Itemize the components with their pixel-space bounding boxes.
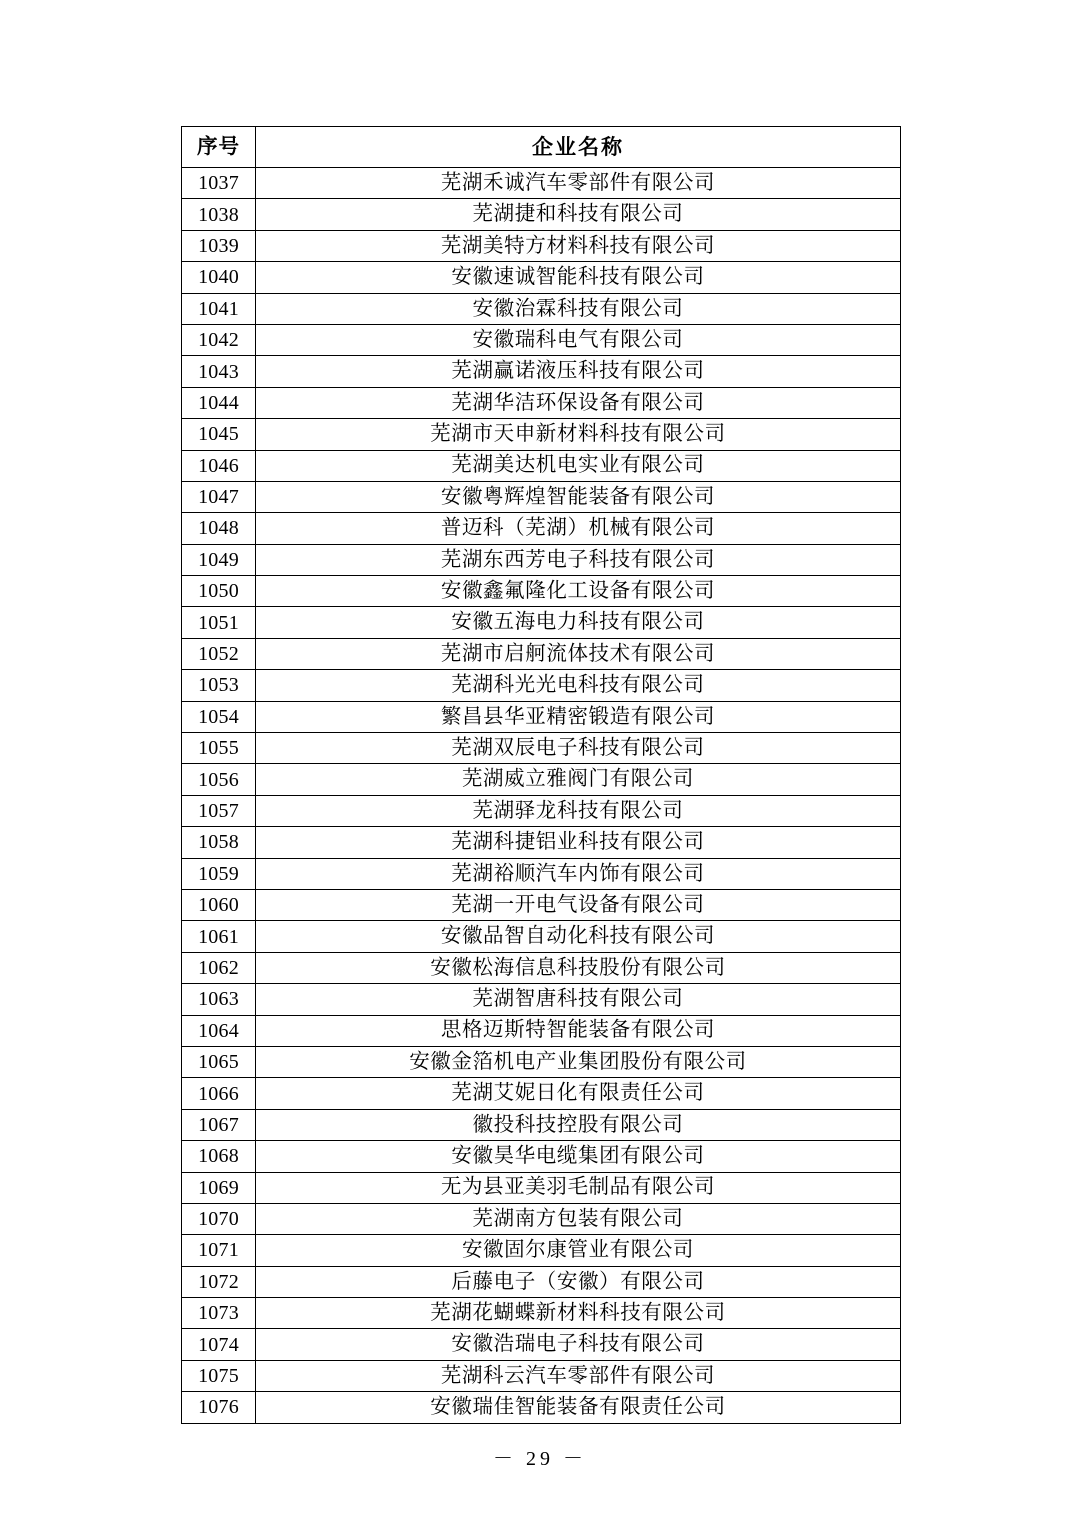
- table-row: [182, 481, 901, 512]
- cell-company-name: 安徽瑞科电气有限公司: [256, 324, 901, 355]
- table-row: [182, 1203, 901, 1234]
- cell-index: 1076: [182, 1392, 256, 1423]
- cell-index: 1066: [182, 1078, 256, 1109]
- cell-company-name: 安徽松海信息科技股份有限公司: [256, 952, 901, 983]
- cell-index: 1050: [182, 576, 256, 607]
- cell-company-name: 芜湖科光光电科技有限公司: [256, 670, 901, 701]
- table-row: [182, 670, 901, 701]
- cell-company-name: 芜湖市天申新材料科技有限公司: [256, 419, 901, 450]
- cell-index: 1062: [182, 952, 256, 983]
- table-row: [182, 387, 901, 418]
- cell-company-name: 安徽金箔机电产业集团股份有限公司: [256, 1046, 901, 1077]
- cell-company-name: 安徽五海电力科技有限公司: [256, 607, 901, 638]
- cell-index: 1068: [182, 1141, 256, 1172]
- cell-company-name: 安徽瑞佳智能装备有限责任公司: [256, 1392, 901, 1423]
- cell-company-name: 芜湖驿龙科技有限公司: [256, 795, 901, 826]
- cell-company-name: 安徽浩瑞电子科技有限公司: [256, 1329, 901, 1360]
- table-row: [182, 889, 901, 920]
- table-row: [182, 984, 901, 1015]
- cell-index: 1063: [182, 984, 256, 1015]
- table-row: [182, 1298, 901, 1329]
- cell-company-name: 芜湖双辰电子科技有限公司: [256, 733, 901, 764]
- cell-company-name: 安徽治霖科技有限公司: [256, 293, 901, 324]
- table-header-row: [182, 127, 901, 168]
- table-row: [182, 827, 901, 858]
- table-row: [182, 1392, 901, 1423]
- cell-company-name: 安徽粤辉煌智能装备有限公司: [256, 481, 901, 512]
- table-row: [182, 921, 901, 952]
- cell-company-name: 芜湖一开电气设备有限公司: [256, 889, 901, 920]
- cell-company-name: 芜湖威立雅阀门有限公司: [256, 764, 901, 795]
- table-row: [182, 701, 901, 732]
- cell-company-name: 芜湖科捷铝业科技有限公司: [256, 827, 901, 858]
- table-row: [182, 952, 901, 983]
- table-row: [182, 1329, 901, 1360]
- cell-company-name: 芜湖裕顺汽车内饰有限公司: [256, 858, 901, 889]
- table-row: [182, 764, 901, 795]
- cell-index: 1067: [182, 1109, 256, 1140]
- cell-index: 1045: [182, 419, 256, 450]
- cell-index: 1060: [182, 889, 256, 920]
- cell-company-name: 芜湖花蝴蝶新材料科技有限公司: [256, 1298, 901, 1329]
- table-row: [182, 1141, 901, 1172]
- cell-index: 1061: [182, 921, 256, 952]
- cell-company-name: 徽投科技控股有限公司: [256, 1109, 901, 1140]
- table-row: [182, 795, 901, 826]
- cell-company-name: 芜湖赢诺液压科技有限公司: [256, 356, 901, 387]
- cell-index: 1043: [182, 356, 256, 387]
- cell-index: 1052: [182, 638, 256, 669]
- table-row: [182, 1046, 901, 1077]
- table-row: [182, 544, 901, 575]
- cell-index: 1037: [182, 168, 256, 199]
- cell-index: 1055: [182, 733, 256, 764]
- table-row: [182, 419, 901, 450]
- column-header-index: 序号: [182, 127, 256, 168]
- table-row: [182, 733, 901, 764]
- cell-index: 1042: [182, 324, 256, 355]
- cell-company-name: 安徽固尔康管业有限公司: [256, 1235, 901, 1266]
- cell-company-name: 普迈科（芜湖）机械有限公司: [256, 513, 901, 544]
- cell-index: 1048: [182, 513, 256, 544]
- table-row: [182, 324, 901, 355]
- company-listing-table: [181, 126, 901, 1424]
- cell-index: 1074: [182, 1329, 256, 1360]
- table-row: [182, 1235, 901, 1266]
- table-row: [182, 450, 901, 481]
- cell-index: 1071: [182, 1235, 256, 1266]
- cell-company-name: 芜湖南方包装有限公司: [256, 1203, 901, 1234]
- cell-company-name: 芜湖华洁环保设备有限公司: [256, 387, 901, 418]
- cell-index: 1072: [182, 1266, 256, 1297]
- column-header-company-name: 企业名称: [256, 127, 901, 168]
- cell-index: 1058: [182, 827, 256, 858]
- cell-index: 1054: [182, 701, 256, 732]
- cell-company-name: 安徽昊华电缆集团有限公司: [256, 1141, 901, 1172]
- cell-index: 1070: [182, 1203, 256, 1234]
- table-header: [182, 127, 901, 168]
- table-body: [182, 168, 901, 1424]
- cell-index: 1064: [182, 1015, 256, 1046]
- cell-company-name: 后藤电子（安徽）有限公司: [256, 1266, 901, 1297]
- company-listing-table-container: [181, 126, 900, 1424]
- cell-company-name: 无为县亚美羽毛制品有限公司: [256, 1172, 901, 1203]
- cell-index: 1040: [182, 262, 256, 293]
- cell-company-name: 繁昌县华亚精密锻造有限公司: [256, 701, 901, 732]
- table-row: [182, 168, 901, 199]
- cell-index: 1038: [182, 199, 256, 230]
- table-row: [182, 576, 901, 607]
- table-row: [182, 858, 901, 889]
- cell-company-name: 芜湖艾妮日化有限责任公司: [256, 1078, 901, 1109]
- table-row: [182, 199, 901, 230]
- table-row: [182, 230, 901, 261]
- table-row: [182, 1015, 901, 1046]
- table-row: [182, 638, 901, 669]
- cell-company-name: 芜湖市启舸流体技术有限公司: [256, 638, 901, 669]
- table-row: [182, 1266, 901, 1297]
- cell-company-name: 芜湖东西芳电子科技有限公司: [256, 544, 901, 575]
- cell-company-name: 芜湖智唐科技有限公司: [256, 984, 901, 1015]
- cell-company-name: 芜湖美达机电实业有限公司: [256, 450, 901, 481]
- cell-company-name: 芜湖科云汽车零部件有限公司: [256, 1360, 901, 1391]
- cell-company-name: 芜湖捷和科技有限公司: [256, 199, 901, 230]
- cell-index: 1049: [182, 544, 256, 575]
- cell-index: 1041: [182, 293, 256, 324]
- cell-index: 1069: [182, 1172, 256, 1203]
- table-row: [182, 1078, 901, 1109]
- cell-company-name: 安徽品智自动化科技有限公司: [256, 921, 901, 952]
- table-row: [182, 262, 901, 293]
- cell-index: 1073: [182, 1298, 256, 1329]
- table-row: [182, 1172, 901, 1203]
- cell-index: 1051: [182, 607, 256, 638]
- cell-company-name: 思格迈斯特智能装备有限公司: [256, 1015, 901, 1046]
- cell-index: 1059: [182, 858, 256, 889]
- cell-company-name: 芜湖禾诚汽车零部件有限公司: [256, 168, 901, 199]
- table-row: [182, 1109, 901, 1140]
- cell-index: 1056: [182, 764, 256, 795]
- table-row: [182, 513, 901, 544]
- cell-index: 1039: [182, 230, 256, 261]
- cell-company-name: 芜湖美特方材料科技有限公司: [256, 230, 901, 261]
- cell-index: 1065: [182, 1046, 256, 1077]
- cell-company-name: 安徽速诚智能科技有限公司: [256, 262, 901, 293]
- page-number-footer: － 29 －: [493, 1448, 587, 1470]
- cell-index: 1075: [182, 1360, 256, 1391]
- cell-company-name: 安徽鑫氟隆化工设备有限公司: [256, 576, 901, 607]
- cell-index: 1047: [182, 481, 256, 512]
- table-row: [182, 356, 901, 387]
- cell-index: 1057: [182, 795, 256, 826]
- table-row: [182, 293, 901, 324]
- cell-index: 1053: [182, 670, 256, 701]
- cell-index: 1044: [182, 387, 256, 418]
- cell-index: 1046: [182, 450, 256, 481]
- table-row: [182, 607, 901, 638]
- table-row: [182, 1360, 901, 1391]
